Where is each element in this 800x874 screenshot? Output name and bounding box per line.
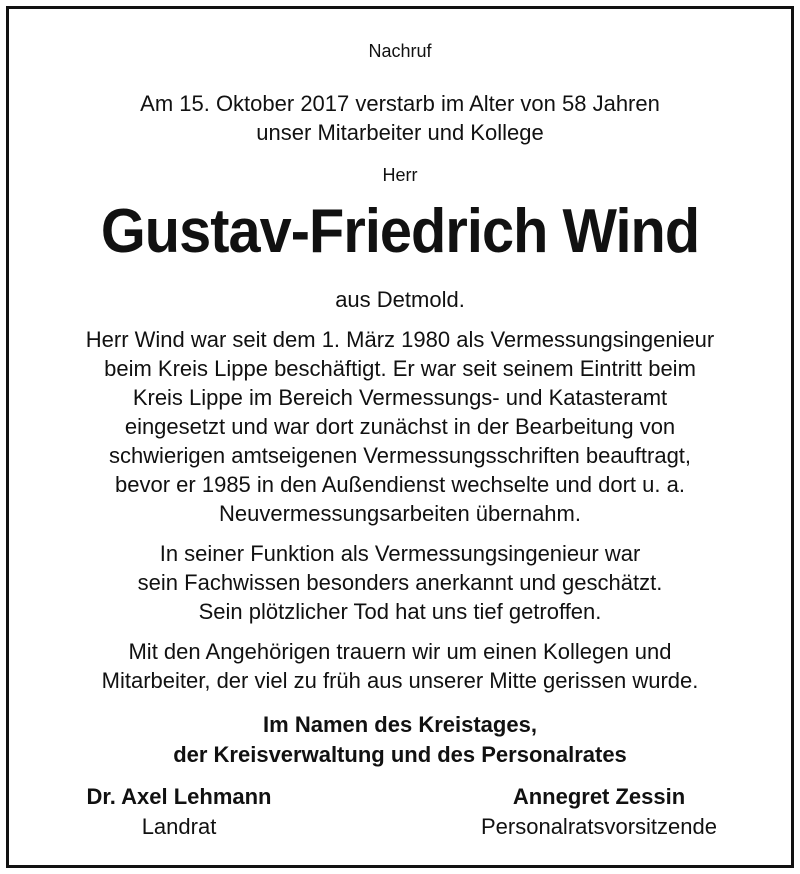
- obituary-content: [9, 9, 791, 865]
- deceased-name: Gustav-Friedrich Wind: [100, 197, 700, 266]
- paragraph1-line-3: Kreis Lippe im Bereich Vermessungs- und Katasteramt: [132, 385, 668, 410]
- paragraph1-line-1: Herr Wind war seit dem 1. März 1980 als Vermessungsingenieur: [85, 327, 715, 352]
- paragraph1-line-6: bevor er 1985 in den Außendienst wechselte und dort u. a.: [115, 472, 685, 497]
- heading: Nachruf: [368, 41, 432, 61]
- closing-line-1: Im Namen des Kreistages,: [263, 712, 537, 737]
- intro-line-1: Am 15. Oktober 2017 verstarb im Alter von 58 Jahren: [140, 91, 660, 116]
- obituary-frame: [6, 6, 794, 868]
- signatory-1-name: Dr. Axel Lehmann: [86, 784, 272, 809]
- paragraph1-line-4: eingesetzt und war dort zunächst in der Bearbeitung von: [124, 414, 676, 439]
- paragraph1-line-5: schwierigen amtseigenen Vermessungsschriften beauftragt,: [108, 443, 692, 468]
- paragraph2-line-3: Sein plötzlicher Tod hat uns tief getroffen.: [198, 599, 602, 624]
- closing-line-2: der Kreisverwaltung und des Personalrates: [173, 742, 627, 767]
- paragraph1-line-2: beim Kreis Lippe beschäftigt. Er war seit seinem Eintritt beim: [104, 356, 696, 381]
- salutation: Herr: [382, 165, 418, 185]
- signatory-1-role: Landrat: [141, 814, 217, 839]
- paragraph3-line-2: Mitarbeiter, der viel zu früh aus unserer Mitte gerissen wurde.: [101, 668, 699, 693]
- paragraph1-line-7: Neuvermessungsarbeiten übernahm.: [219, 501, 581, 526]
- paragraph3-line-1: Mit den Angehörigen trauern wir um einen Kollegen und: [128, 639, 672, 664]
- signatory-2-name: Annegret Zessin: [512, 784, 686, 809]
- paragraph2-line-2: sein Fachwissen besonders anerkannt und geschätzt.: [137, 570, 663, 595]
- paragraph2-line-1: In seiner Funktion als Vermessungsingenieur war: [159, 541, 641, 566]
- origin: aus Detmold.: [335, 287, 465, 312]
- signatory-2-role: Personalratsvorsitzende: [480, 814, 717, 839]
- intro-line-2: unser Mitarbeiter und Kollege: [256, 120, 544, 145]
